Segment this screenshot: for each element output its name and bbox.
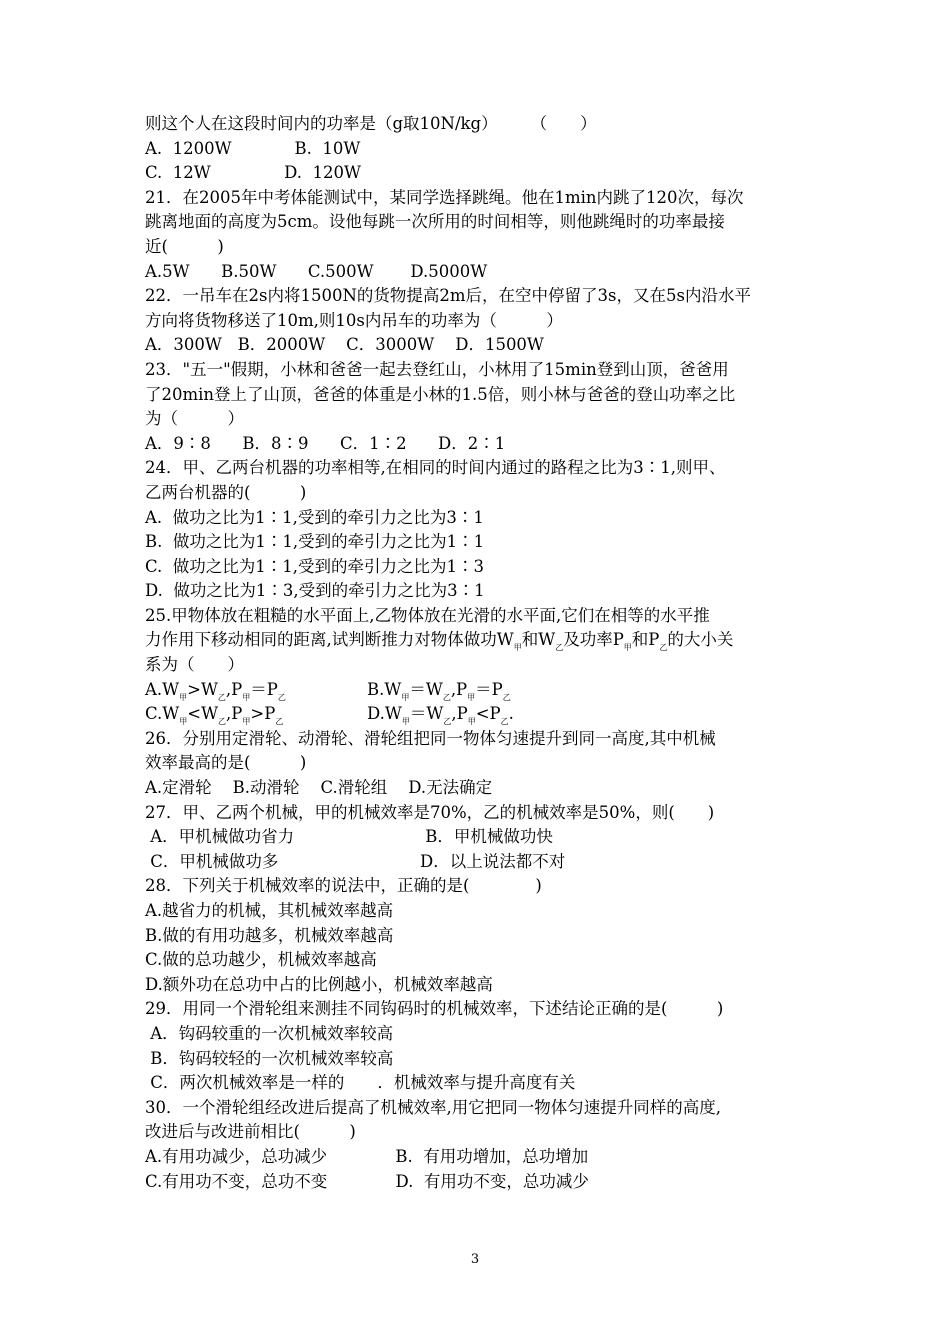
text-line: A.越省力的机械，其机械效率越高: [145, 901, 394, 920]
text-line: C. 做功之比为1∶1,受到的牵引力之比为1∶3: [145, 556, 485, 576]
text-line: C．甲机械做功多 D．以上说法都不对: [145, 851, 566, 871]
text-line: C．两次机械效率是一样的 ．机械效率与提升高度有关: [145, 1073, 576, 1093]
text-line: 系为（ ）: [145, 655, 244, 675]
text-line: A.有用功减少，总功减少 B. 有用功增加，总功增加: [145, 1146, 589, 1166]
text-line: 23．"五一"假期，小林和爸爸一起去登红山，小林用了15min登到山顶，爸爸用: [145, 359, 729, 379]
q25-options: [145, 678, 825, 727]
page-number: 3: [470, 1252, 480, 1267]
text-line: 30．一个滑轮组经改进后提高了机械效率,用它把同一物体匀速提升同样的高度,: [145, 1097, 721, 1117]
text-line: B. 做功之比为1∶1,受到的牵引力之比为1∶1: [145, 532, 485, 552]
text-line: 27．甲、乙两个机械，甲的机械效率是70%，乙的机械效率是50%，则( ): [145, 802, 715, 822]
text-line: 近( ): [145, 236, 224, 256]
text-line: 24．甲、乙两台机器的功率相等,在相同的时间内通过的路程之比为3∶1,则甲、: [145, 458, 726, 478]
text-line: 了20min登上了山顶，爸爸的体重是小林的1.5倍，则小林与爸爸的登山功率之比: [145, 384, 736, 404]
text-block-2: [145, 727, 825, 1194]
text-line: 26．分别用定滑轮、动滑轮、滑轮组把同一物体匀速提升到同一高度,其中机械: [145, 728, 716, 748]
text-line: A．300W B．2000W C．3000W D．1500W: [145, 335, 544, 355]
text-line: 为（ ）: [145, 409, 244, 429]
text-block-1: [145, 112, 825, 678]
text-line: A.定滑轮 B.动滑轮 C.滑轮组 D.无法确定: [145, 778, 493, 798]
text-line: A. 1200W B. 10W: [145, 138, 361, 158]
text-line: D. 做功之比为1∶3,受到的牵引力之比为3∶1: [145, 581, 485, 601]
text-line: B.做的有用功越多，机械效率越高: [145, 925, 394, 945]
text-line: 22．一吊车在2s内将1500N的货物提高2m后，在空中停留了3s，又在5s内沿水平: [145, 286, 751, 306]
text-line: 则这个人在这段时间内的功率是（g取10N/kg） （ ）: [145, 114, 597, 133]
option-text: $A.W_甲>W_乙,P_甲=P_乙$: [145, 679, 286, 702]
text-line: A.5W B.50W C.500W D.5000W: [145, 261, 488, 281]
option-row: [145, 678, 825, 703]
option-text: $C.W_甲<W_乙,P_甲>P_乙$: [145, 704, 284, 727]
text-line: D.额外功在总功中占的比例越小，机械效率越高: [145, 974, 493, 994]
text-line: 21．在2005年中考体能测试中，某同学选择跳绳。他在1min内跳了120次，每次: [145, 187, 744, 207]
text-line: A．钩码较重的一次机械效率较高: [145, 1023, 394, 1043]
document-body: [145, 112, 825, 1194]
option-text: $B.W_甲=W_乙,P_甲=P_乙$: [367, 679, 511, 702]
text-line: C.做的总功越少，机械效率越高: [145, 950, 377, 970]
text-line: 改进后与改进前相比( ): [145, 1122, 356, 1142]
text-line: A．9∶8 B．8∶9 C．1∶2 D．2∶1: [145, 433, 506, 453]
text-line: 25.甲物体放在粗糙的水平面上,乙物体放在光滑的水平面,它们在相等的水平推: [145, 605, 710, 625]
text-line: 乙两台机器的( ): [145, 482, 307, 502]
text-line: 效率最高的是( ): [145, 753, 307, 773]
text-line: C. 12W D. 120W: [145, 163, 361, 183]
option-text: $D.W_甲=W_乙,P_甲<P_乙$.: [367, 704, 514, 727]
text-line: C.有用功不变，总功不变 D. 有用功不变，总功减少: [145, 1171, 589, 1191]
text-line: 力作用下移动相同的距离,试判断推力对物体做功$W_甲$和$W_乙$及功率$P_甲$和$P_乙$的大小关: [145, 630, 734, 653]
text-line: A. 做功之比为1∶1,受到的牵引力之比为3∶1: [145, 507, 484, 527]
option-row: [145, 702, 825, 727]
text-line: 跳离地面的高度为5cm。设他每跳一次所用的时间相等，则他跳绳时的功率最接: [145, 212, 725, 232]
text-line: 28．下列关于机械效率的说法中，正确的是( ): [145, 876, 542, 896]
text-line: A．甲机械做功省力 B．甲机械做功快: [145, 827, 553, 847]
text-line: 29．用同一个滑轮组来测挂不同钩码时的机械效率，下述结论正确的是( ): [145, 999, 724, 1019]
text-line: B．钩码较轻的一次机械效率较高: [145, 1048, 394, 1068]
text-line: 方向将货物移送了10m,则10s内吊车的功率为（ ）: [145, 310, 563, 330]
